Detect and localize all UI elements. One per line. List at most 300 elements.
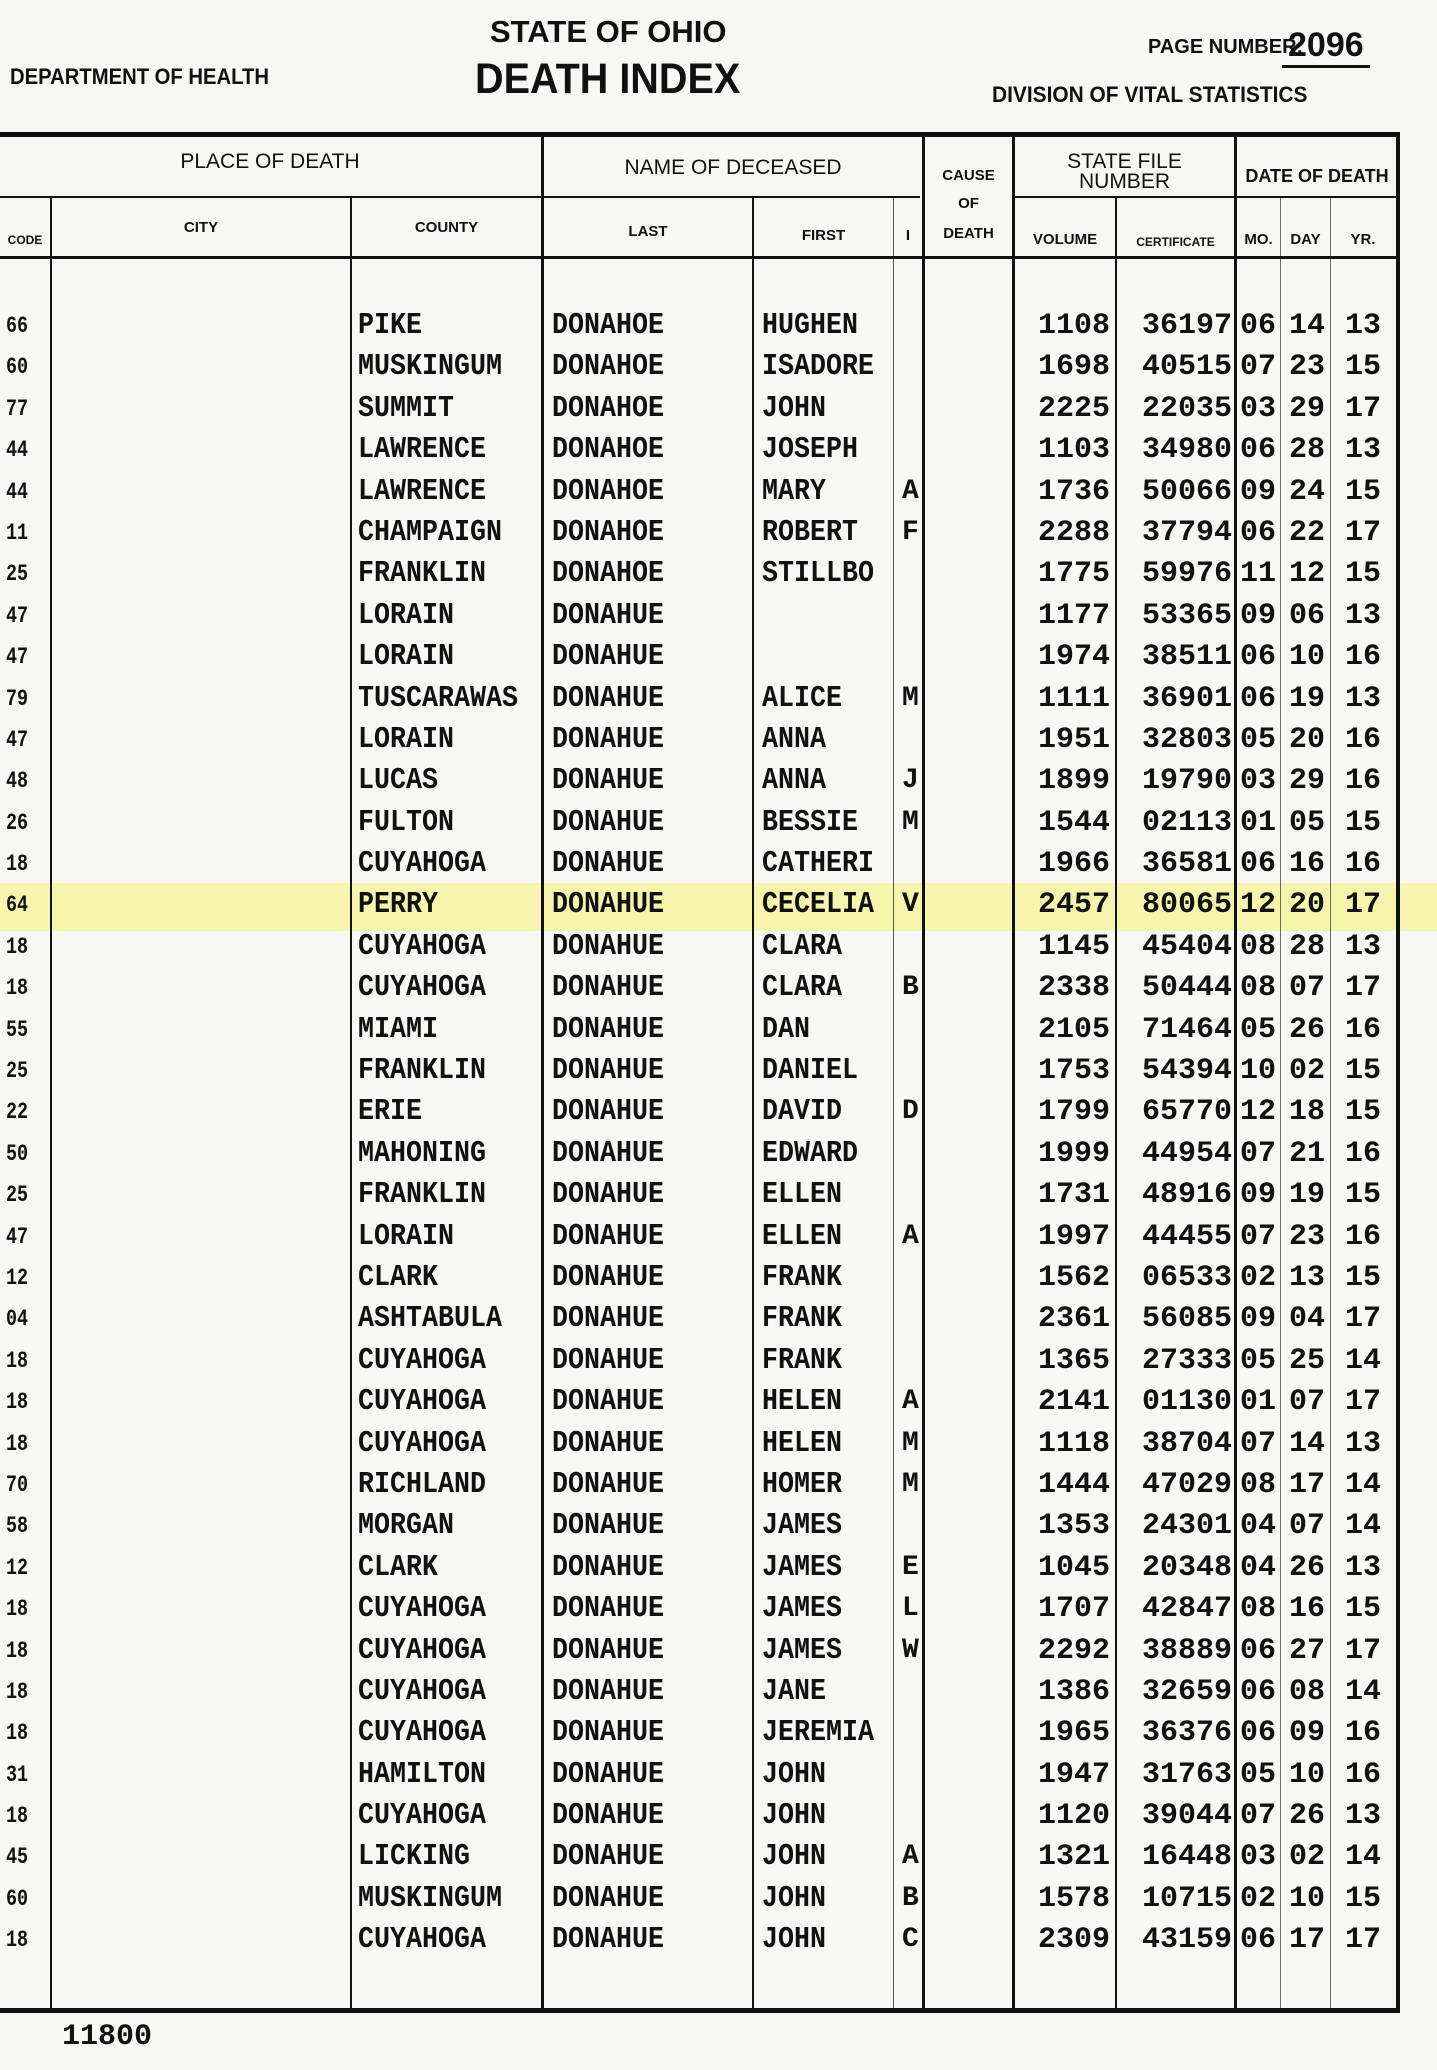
initial-cell: A bbox=[902, 1386, 919, 1418]
county-cell: CUYAHOGA bbox=[358, 1673, 486, 1709]
volume-cell: 1966 bbox=[1037, 847, 1110, 882]
volume-cell: 1108 bbox=[1037, 309, 1110, 343]
day-cell: 28 bbox=[1288, 433, 1325, 468]
county-cell: FRANKLIN bbox=[358, 1053, 486, 1089]
month-cell: 08 bbox=[1239, 929, 1276, 964]
table-row bbox=[0, 1547, 1400, 1588]
certificate-cell: 16448 bbox=[1141, 1840, 1232, 1875]
month-cell: 09 bbox=[1239, 598, 1276, 633]
code-cell: 18 bbox=[6, 1720, 29, 1747]
certificate-cell: 22035 bbox=[1141, 391, 1232, 426]
year-cell: 15 bbox=[1344, 474, 1381, 509]
table-row bbox=[0, 1133, 1400, 1174]
last-name-cell: DONAHUE bbox=[552, 1839, 665, 1875]
code-cell: 60 bbox=[6, 1885, 29, 1912]
volume-cell: 1353 bbox=[1037, 1509, 1110, 1544]
day-cell: 17 bbox=[1288, 1923, 1325, 1958]
day-cell: 20 bbox=[1288, 722, 1325, 757]
county-cell: SUMMIT bbox=[358, 390, 454, 426]
table-top-rule bbox=[0, 132, 1400, 137]
last-name-cell: DONAHOE bbox=[552, 556, 665, 592]
initial-cell: C bbox=[902, 1924, 919, 1956]
county-cell: PERRY bbox=[358, 887, 438, 923]
year-cell: 15 bbox=[1344, 1592, 1381, 1627]
year-cell: 17 bbox=[1344, 971, 1381, 1006]
month-cell: 04 bbox=[1239, 1509, 1276, 1544]
county-cell: MUSKINGUM bbox=[358, 1880, 502, 1916]
first-name-cell: CLARA bbox=[762, 970, 842, 1006]
year-cell: 16 bbox=[1344, 1716, 1381, 1751]
month-cell: 07 bbox=[1239, 1136, 1276, 1171]
last-name-cell: DONAHOE bbox=[552, 308, 665, 343]
last-name-cell: DONAHUE bbox=[552, 1715, 665, 1751]
day-cell: 02 bbox=[1288, 1840, 1325, 1875]
year-cell: 17 bbox=[1344, 1302, 1381, 1337]
month-cell: 06 bbox=[1239, 309, 1276, 343]
last-name-cell: DONAHUE bbox=[552, 970, 665, 1006]
code-cell: 26 bbox=[6, 809, 29, 836]
code-cell: 18 bbox=[6, 1389, 29, 1416]
name-of-deceased-heading: NAME OF DECEASED bbox=[624, 156, 842, 179]
initial-cell: A bbox=[902, 1220, 919, 1252]
table-row bbox=[0, 1588, 1400, 1629]
year-cell: 13 bbox=[1344, 681, 1381, 716]
certificate-cell: 56085 bbox=[1141, 1302, 1232, 1337]
table-row bbox=[0, 512, 1400, 553]
table-row bbox=[0, 1340, 1400, 1381]
year-cell: 16 bbox=[1344, 847, 1381, 882]
year-cell: 15 bbox=[1344, 1260, 1381, 1295]
volume-cell: 2105 bbox=[1037, 1012, 1110, 1047]
volume-cell: 1578 bbox=[1037, 1881, 1110, 1916]
table-row bbox=[0, 1009, 1400, 1050]
county-cell: CUYAHOGA bbox=[358, 1922, 486, 1958]
table-row bbox=[0, 1174, 1400, 1215]
month-cell: 04 bbox=[1239, 1550, 1276, 1585]
table-row bbox=[0, 1257, 1400, 1298]
last-name-cell: DONAHOE bbox=[552, 390, 665, 426]
code-cell: 22 bbox=[6, 1099, 29, 1126]
county-cell: FULTON bbox=[358, 804, 454, 840]
month-cell: 07 bbox=[1239, 350, 1276, 385]
first-name-cell: ANNA bbox=[762, 763, 827, 799]
month-cell: 06 bbox=[1239, 1674, 1276, 1709]
month-cell: 08 bbox=[1239, 971, 1276, 1006]
code-cell: 18 bbox=[6, 1678, 29, 1705]
first-name-cell: HELEN bbox=[762, 1384, 842, 1420]
month-cell: 05 bbox=[1239, 722, 1276, 757]
county-cell: LUCAS bbox=[358, 763, 438, 799]
table-row bbox=[0, 1091, 1400, 1132]
volume-cell: 1775 bbox=[1037, 557, 1110, 592]
first-name-cell: HELEN bbox=[762, 1425, 842, 1461]
last-name-cell: DONAHOE bbox=[552, 514, 665, 550]
day-cell: 13 bbox=[1288, 1260, 1325, 1295]
place-of-death-heading: PLACE OF DEATH bbox=[180, 150, 360, 173]
first-name-cell: HOMER bbox=[762, 1466, 842, 1502]
certificate-cell: 36197 bbox=[1141, 309, 1232, 343]
day-cell: 10 bbox=[1288, 1757, 1325, 1792]
code-cell: 79 bbox=[6, 685, 29, 712]
code-cell: 18 bbox=[6, 1430, 29, 1457]
month-cell: 07 bbox=[1239, 1426, 1276, 1461]
volume-cell: 1111 bbox=[1037, 681, 1110, 716]
certificate-cell: 19790 bbox=[1141, 764, 1232, 799]
certificate-cell: 36581 bbox=[1141, 847, 1232, 882]
table-row bbox=[0, 1671, 1400, 1712]
initial-cell: M bbox=[902, 1468, 919, 1500]
day-cell: 24 bbox=[1288, 474, 1325, 509]
last-name-cell: DONAHUE bbox=[552, 763, 665, 799]
year-cell: 16 bbox=[1344, 722, 1381, 757]
first-name-cell: JEREMIA bbox=[762, 1715, 875, 1751]
code-cell: 55 bbox=[6, 1016, 29, 1043]
last-name-cell: DONAHUE bbox=[552, 1053, 665, 1089]
table-row bbox=[0, 926, 1400, 967]
code-cell: 44 bbox=[6, 478, 29, 505]
table-row bbox=[0, 429, 1400, 470]
county-cell: CUYAHOGA bbox=[358, 1591, 486, 1627]
county-cell: CLARK bbox=[358, 1549, 438, 1585]
day-cell: 08 bbox=[1288, 1674, 1325, 1709]
volume-cell: 1799 bbox=[1037, 1095, 1110, 1130]
day-cell: 26 bbox=[1288, 1550, 1325, 1585]
first-name-cell: HUGHEN bbox=[762, 308, 858, 343]
day-cell: 21 bbox=[1288, 1136, 1325, 1171]
last-name-cell: DONAHUE bbox=[552, 1880, 665, 1916]
first-name-cell: JOHN bbox=[762, 1756, 827, 1792]
first-name-cell: STILLBO bbox=[762, 556, 875, 592]
day-cell: 04 bbox=[1288, 1302, 1325, 1337]
year-cell: 15 bbox=[1344, 1054, 1381, 1089]
day-cell: 26 bbox=[1288, 1012, 1325, 1047]
first-name-cell: JOHN bbox=[762, 1798, 827, 1834]
initial-cell: M bbox=[902, 1427, 919, 1459]
county-cell: RICHLAND bbox=[358, 1466, 486, 1502]
first-name-cell: ELLEN bbox=[762, 1177, 842, 1213]
certificate-cell: 27333 bbox=[1141, 1343, 1232, 1378]
year-cell: 16 bbox=[1344, 640, 1381, 675]
table-row bbox=[0, 1754, 1400, 1795]
initial-cell: V bbox=[902, 889, 919, 921]
year-cell: 16 bbox=[1344, 1757, 1381, 1792]
month-cell: 09 bbox=[1239, 474, 1276, 509]
last-name-cell: DONAHOE bbox=[552, 349, 665, 385]
last-name-cell: DONAHUE bbox=[552, 928, 665, 964]
last-name-cell: DONAHOE bbox=[552, 432, 665, 468]
code-cell: 11 bbox=[6, 519, 29, 546]
code-cell: 47 bbox=[6, 602, 29, 629]
initial-cell: B bbox=[902, 1882, 919, 1914]
year-cell: 16 bbox=[1344, 1219, 1381, 1254]
initial-cell: F bbox=[902, 516, 919, 548]
division-label: DIVISION OF VITAL STATISTICS bbox=[992, 82, 1308, 107]
code-cell: 66 bbox=[6, 313, 29, 339]
county-cell: CUYAHOGA bbox=[358, 1384, 486, 1420]
certificate-cell: 34980 bbox=[1141, 433, 1232, 468]
initial-cell: D bbox=[902, 1096, 919, 1128]
first-name-cell: ELLEN bbox=[762, 1218, 842, 1254]
year-cell: 17 bbox=[1344, 1385, 1381, 1420]
code-cell: 04 bbox=[6, 1306, 29, 1333]
day-cell: 05 bbox=[1288, 805, 1325, 840]
county-cell: LORAIN bbox=[358, 597, 454, 633]
month-cell: 03 bbox=[1239, 391, 1276, 426]
year-cell: 14 bbox=[1344, 1343, 1381, 1378]
last-name-cell: DONAHUE bbox=[552, 1135, 665, 1171]
month-cell: 10 bbox=[1239, 1054, 1276, 1089]
table-row bbox=[0, 346, 1400, 387]
county-cell: TUSCARAWAS bbox=[358, 680, 518, 716]
table-row bbox=[0, 305, 1400, 346]
table-row bbox=[0, 802, 1400, 843]
certificate-cell: 71464 bbox=[1141, 1012, 1232, 1047]
month-cell: 07 bbox=[1239, 1219, 1276, 1254]
last-name-cell: DONAHUE bbox=[552, 1301, 665, 1337]
first-name-cell: JANE bbox=[762, 1673, 827, 1709]
month-cell: 06 bbox=[1239, 640, 1276, 675]
certificate-cell: 42847 bbox=[1141, 1592, 1232, 1627]
month-cell: 05 bbox=[1239, 1012, 1276, 1047]
first-name-cell: MARY bbox=[762, 473, 827, 509]
certificate-cell: 10715 bbox=[1141, 1881, 1232, 1916]
first-name-cell: DANIEL bbox=[762, 1053, 858, 1089]
initial-cell: M bbox=[902, 806, 919, 838]
volume-cell: 1118 bbox=[1037, 1426, 1110, 1461]
code-cell: 58 bbox=[6, 1513, 29, 1540]
county-heading: COUNTY bbox=[414, 219, 479, 236]
county-cell: HAMILTON bbox=[358, 1756, 486, 1792]
certificate-cell: 45404 bbox=[1141, 929, 1232, 964]
county-cell: MAHONING bbox=[358, 1135, 486, 1171]
volume-cell: 1997 bbox=[1037, 1219, 1110, 1254]
certificate-heading: CERTIFICATE bbox=[1136, 235, 1215, 249]
certificate-cell: 43159 bbox=[1141, 1923, 1232, 1958]
day-cell: 10 bbox=[1288, 1881, 1325, 1916]
day-cell: 16 bbox=[1288, 1592, 1325, 1627]
table-row bbox=[0, 1878, 1400, 1919]
last-name-cell: DONAHUE bbox=[552, 846, 665, 882]
page-number: 2096 bbox=[1282, 26, 1370, 68]
code-cell: 25 bbox=[6, 1182, 29, 1209]
day-cell: 17 bbox=[1288, 1467, 1325, 1502]
volume-cell: 2292 bbox=[1037, 1633, 1110, 1668]
table-row bbox=[0, 1919, 1400, 1960]
last-name-cell: DONAHUE bbox=[552, 1756, 665, 1792]
county-cell: CHAMPAIGN bbox=[358, 514, 502, 550]
volume-cell: 1947 bbox=[1037, 1757, 1110, 1792]
table-row bbox=[0, 760, 1400, 801]
last-name-cell: DONAHUE bbox=[552, 597, 665, 633]
year-cell: 14 bbox=[1344, 1509, 1381, 1544]
volume-cell: 1321 bbox=[1037, 1840, 1110, 1875]
volume-cell: 1103 bbox=[1037, 433, 1110, 468]
volume-cell: 1899 bbox=[1037, 764, 1110, 799]
table-row bbox=[0, 1464, 1400, 1505]
group-rule-right bbox=[1012, 196, 1398, 198]
volume-cell: 1736 bbox=[1037, 474, 1110, 509]
year-cell: 17 bbox=[1344, 888, 1381, 923]
day-cell: 29 bbox=[1288, 391, 1325, 426]
year-cell: 17 bbox=[1344, 391, 1381, 426]
volume-cell: 2141 bbox=[1037, 1385, 1110, 1420]
month-cell: 03 bbox=[1239, 764, 1276, 799]
year-cell: 14 bbox=[1344, 1840, 1381, 1875]
table-row bbox=[0, 1423, 1400, 1464]
day-cell: 23 bbox=[1288, 1219, 1325, 1254]
page-number-label: PAGE NUMBER: bbox=[1148, 36, 1304, 58]
code-cell: 25 bbox=[6, 561, 29, 588]
last-name-cell: DONAHUE bbox=[552, 1508, 665, 1544]
year-cell: 16 bbox=[1344, 1012, 1381, 1047]
initial-cell: W bbox=[902, 1634, 919, 1666]
table-row bbox=[0, 1381, 1400, 1422]
certificate-cell: 32659 bbox=[1141, 1674, 1232, 1709]
county-cell: ERIE bbox=[358, 1094, 423, 1130]
county-cell: CUYAHOGA bbox=[358, 1342, 486, 1378]
code-cell: 18 bbox=[6, 1596, 29, 1623]
day-cell: 14 bbox=[1288, 309, 1325, 343]
day-cell: 29 bbox=[1288, 764, 1325, 799]
month-cell: 02 bbox=[1239, 1881, 1276, 1916]
month-cell: 01 bbox=[1239, 1385, 1276, 1420]
county-cell: CUYAHOGA bbox=[358, 1798, 486, 1834]
certificate-cell: 31763 bbox=[1141, 1757, 1232, 1792]
last-name-cell: DONAHUE bbox=[552, 1094, 665, 1130]
first-name-cell: JOHN bbox=[762, 1839, 827, 1875]
code-cell: 18 bbox=[6, 851, 29, 878]
volume-cell: 1365 bbox=[1037, 1343, 1110, 1378]
first-name-cell: CLARA bbox=[762, 928, 842, 964]
certificate-cell: 36376 bbox=[1141, 1716, 1232, 1751]
county-cell: MUSKINGUM bbox=[358, 349, 502, 385]
volume-cell: 2361 bbox=[1037, 1302, 1110, 1337]
certificate-cell: 38889 bbox=[1141, 1633, 1232, 1668]
code-cell: 45 bbox=[6, 1844, 29, 1871]
code-cell: 18 bbox=[6, 1803, 29, 1830]
day-cell: 25 bbox=[1288, 1343, 1325, 1378]
certificate-cell: 37794 bbox=[1141, 515, 1232, 550]
first-name-cell: CECELIA bbox=[762, 887, 875, 923]
table-row bbox=[0, 471, 1400, 512]
code-cell: 47 bbox=[6, 726, 29, 753]
certificate-cell: 48916 bbox=[1141, 1178, 1232, 1213]
county-cell: CUYAHOGA bbox=[358, 846, 486, 882]
state-file-heading-2: NUMBER bbox=[1078, 170, 1170, 193]
county-cell: PIKE bbox=[358, 308, 423, 343]
first-name-cell: JAMES bbox=[762, 1549, 842, 1585]
volume-cell: 2338 bbox=[1037, 971, 1110, 1006]
volume-cell: 1145 bbox=[1037, 929, 1110, 964]
code-cell: 18 bbox=[6, 1637, 29, 1664]
page-title: DEATH INDEX bbox=[475, 55, 741, 103]
county-cell: ASHTABULA bbox=[358, 1301, 502, 1337]
volume-cell: 1965 bbox=[1037, 1716, 1110, 1751]
month-cell: 09 bbox=[1239, 1178, 1276, 1213]
day-cell: 19 bbox=[1288, 1178, 1325, 1213]
year-cell: 13 bbox=[1344, 433, 1381, 468]
certificate-cell: 47029 bbox=[1141, 1467, 1232, 1502]
year-cell: 14 bbox=[1344, 1674, 1381, 1709]
city-heading: CITY bbox=[183, 219, 219, 236]
year-cell: 17 bbox=[1344, 1633, 1381, 1668]
cause-heading-2: OF bbox=[958, 195, 979, 212]
first-name-cell: JAMES bbox=[762, 1591, 842, 1627]
month-cell: 01 bbox=[1239, 805, 1276, 840]
initial-cell: B bbox=[902, 972, 919, 1004]
volume-cell: 1386 bbox=[1037, 1674, 1110, 1709]
first-name-cell: JAMES bbox=[762, 1508, 842, 1544]
year-cell: 13 bbox=[1344, 598, 1381, 633]
code-cell: 25 bbox=[6, 1058, 29, 1085]
last-name-cell: DONAHUE bbox=[552, 680, 665, 716]
county-cell: CUYAHOGA bbox=[358, 1425, 486, 1461]
initial-cell: J bbox=[902, 765, 919, 797]
day-cell: 12 bbox=[1288, 557, 1325, 592]
first-name-cell: FRANK bbox=[762, 1259, 842, 1295]
day-cell: 19 bbox=[1288, 681, 1325, 716]
group-rule-left bbox=[0, 196, 920, 198]
volume-cell: 1120 bbox=[1037, 1799, 1110, 1834]
month-cell: 05 bbox=[1239, 1343, 1276, 1378]
last-name-cell: DONAHUE bbox=[552, 1466, 665, 1502]
month-cell: 11 bbox=[1239, 557, 1276, 592]
month-cell: 12 bbox=[1239, 888, 1276, 923]
code-cell: 31 bbox=[6, 1761, 29, 1788]
volume-heading: VOLUME bbox=[1032, 231, 1098, 248]
month-cell: 06 bbox=[1239, 681, 1276, 716]
first-name-cell: FRANK bbox=[762, 1342, 842, 1378]
first-name-cell: DAVID bbox=[762, 1094, 842, 1130]
volume-cell: 1707 bbox=[1037, 1592, 1110, 1627]
code-cell: 18 bbox=[6, 1927, 29, 1954]
county-cell: LORAIN bbox=[358, 721, 454, 757]
certificate-cell: 65770 bbox=[1141, 1095, 1232, 1130]
mo-heading: MO. bbox=[1244, 231, 1273, 248]
day-cell: 02 bbox=[1288, 1054, 1325, 1089]
month-cell: 03 bbox=[1239, 1840, 1276, 1875]
volume-cell: 1951 bbox=[1037, 722, 1110, 757]
county-cell: CUYAHOGA bbox=[358, 1632, 486, 1668]
volume-cell: 2457 bbox=[1037, 888, 1110, 923]
code-cell: 47 bbox=[6, 644, 29, 671]
year-cell: 16 bbox=[1344, 764, 1381, 799]
day-cell: 07 bbox=[1288, 1509, 1325, 1544]
volume-cell: 1731 bbox=[1037, 1178, 1110, 1213]
month-cell: 08 bbox=[1239, 1592, 1276, 1627]
year-cell: 13 bbox=[1344, 1799, 1381, 1834]
initial-cell: M bbox=[902, 682, 919, 714]
code-cell: 12 bbox=[6, 1554, 29, 1581]
last-name-cell: DONAHUE bbox=[552, 1591, 665, 1627]
month-cell: 05 bbox=[1239, 1757, 1276, 1792]
first-heading: FIRST bbox=[801, 227, 846, 244]
certificate-cell: 40515 bbox=[1141, 350, 1232, 385]
table-row bbox=[0, 1630, 1400, 1671]
code-cell: 44 bbox=[6, 437, 29, 464]
month-cell: 06 bbox=[1239, 1716, 1276, 1751]
code-cell: 70 bbox=[6, 1471, 29, 1498]
last-name-cell: DONAHUE bbox=[552, 1342, 665, 1378]
initial-cell: L bbox=[902, 1593, 919, 1625]
day-cell: 07 bbox=[1288, 1385, 1325, 1420]
yr-heading: YR. bbox=[1350, 231, 1376, 248]
last-name-cell: DONAHUE bbox=[552, 1632, 665, 1668]
certificate-cell: 02113 bbox=[1141, 805, 1232, 840]
certificate-cell: 06533 bbox=[1141, 1260, 1232, 1295]
first-name-cell: DAN bbox=[762, 1011, 810, 1047]
last-name-cell: DONAHUE bbox=[552, 1218, 665, 1254]
